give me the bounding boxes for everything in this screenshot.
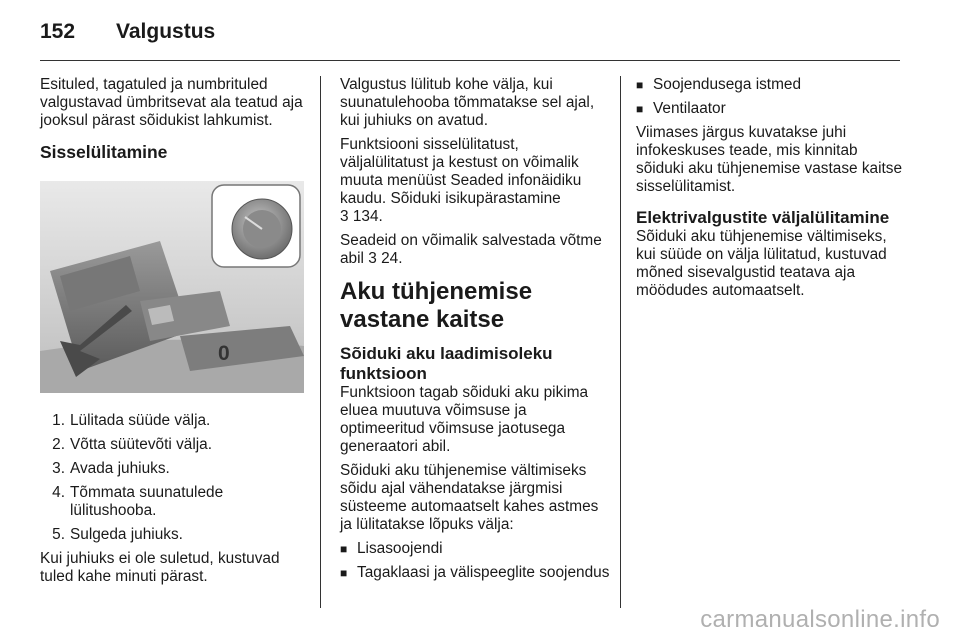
figure-label-zero: 0 <box>218 342 230 365</box>
list-item: ■ Tagaklaasi ja välispeeglite soojendus <box>340 564 610 581</box>
list-item: 4. Tõmmata suunatulede lülitushooba. <box>52 484 224 519</box>
bullet-icon: ■ <box>340 542 348 556</box>
bullet-list <box>636 76 906 118</box>
paragraph: Funktsiooni sisselülitatust, väljalülitatust ja kestust on võimalik muuta menüüst Seaded infonäidiku kaudu. Sõiduki isikupärastamine 3 134. <box>340 136 582 225</box>
bullet-icon: ■ <box>340 566 348 580</box>
list-item: 5. Sulgeda juhiuks. <box>52 526 183 543</box>
steps-list <box>40 412 310 544</box>
watermark: carmanualsonline.info <box>700 606 940 633</box>
column-1 <box>40 76 310 592</box>
list-item: 2. Võtta süütevõti välja. <box>52 436 213 453</box>
page-header <box>40 20 900 46</box>
intro-paragraph: Esituled, tagatuled ja numbrituled valgustavad ümbritsevat ala teatud aja jooksul pärast sõidukist lahkumist. <box>40 76 303 129</box>
paragraph: Sõiduki aku tühjenemise vältimiseks sõidu ajal vähendatakse järgmisi süsteeme automaatselt kahes astmes ja lülitatakse lõpuks välja: <box>340 462 599 533</box>
bullet-icon: ■ <box>636 78 644 92</box>
list-item: ■ Soojendusega istmed <box>636 76 802 93</box>
paragraph: Seadeid on võimalik salvestada võtme abil 3 24. <box>340 232 602 267</box>
page-reference: 3 134. <box>340 208 383 225</box>
paragraph: Viimases järgus kuvatakse juhi infokeskuses teade, mis kinnitab sõiduki aku tühjenemise vastase kaitse sisselülitamist. <box>636 124 903 195</box>
section-heading-sisselulitamine: Sisselülitamine <box>40 142 168 162</box>
header-rule <box>40 60 900 61</box>
paragraph: Sõiduki aku tühjenemise vältimiseks, kui süüde on välja lülitatud, kustuvad mõned sisevalgustid teatava aja möödudes automaatselt. <box>636 228 887 299</box>
paragraph: Funktsioon tagab sõiduki aku pikima eluea muutuva võimsuse ja optimeeritud võimsuse jaotusega generaatori abil. <box>340 384 589 455</box>
column-2 <box>340 76 610 588</box>
bullet-icon: ■ <box>636 102 644 116</box>
section-heading-battery-protection: Aku tühjenemise vastane kaitse <box>340 278 533 333</box>
list-item: 3. Avada juhiuks. <box>52 460 170 477</box>
column-separator <box>320 76 321 608</box>
page-number: 152 <box>40 20 76 43</box>
column-separator <box>620 76 621 608</box>
subheading-battery-charge-function: Sõiduki aku laadimisoleku funktsioon <box>340 344 553 383</box>
page-title: Valgustus <box>116 20 216 43</box>
list-item: 1. Lülitada süüde välja. <box>52 412 211 429</box>
column-3 <box>636 76 906 306</box>
bullet-list <box>340 540 610 582</box>
list-item: ■ Lisasoojendi <box>340 540 443 557</box>
turn-signal-lever-illustration <box>40 181 304 393</box>
list-item: ■ Ventilaator <box>636 100 726 117</box>
subheading-lights-off: Elektrivalgustite väljalülitamine <box>636 208 890 227</box>
paragraph: Valgustus lülitub kohe välja, kui suunatulehooba tõmmatakse sel ajal, kui juhiuks on avatud. <box>340 76 595 129</box>
note-paragraph: Kui juhiuks ei ole suletud, kustuvad tuled kahe minuti pärast. <box>40 550 280 585</box>
